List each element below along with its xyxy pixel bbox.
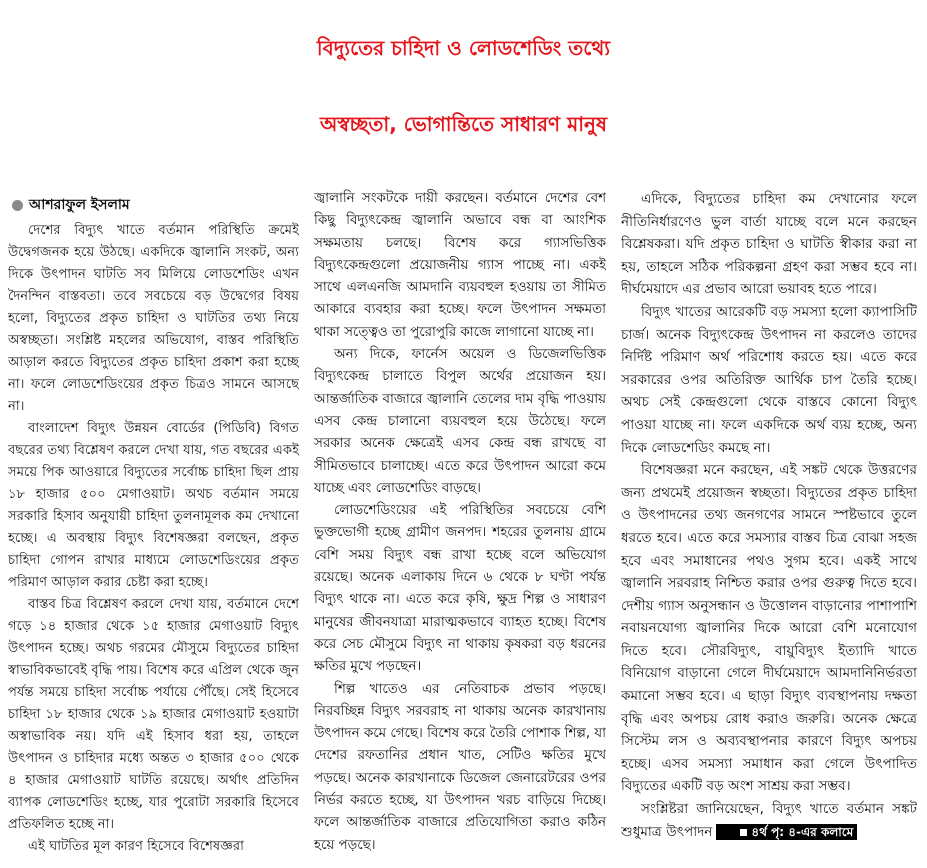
continuation-tag (716, 824, 857, 840)
headline-line-2: অস্বচ্ছতা, ভোগান্তিতে সাধারণ মানুষ (320, 112, 607, 136)
headline-line-1: বিদ্যুতের চাহিদা ও লোডশেডিং তথ্যে (316, 36, 611, 60)
paragraph: দেশের বিদ্যুৎ খাতে বর্তমান পরিস্থিতি ক্রমেই উদ্বেগজনক হয়ে উঠছে। একদিকে জ্বালানি সংকট, অন্য দিকে উৎপাদন ঘাটতি সব মিলিয়ে লোডশেডিং এখন দৈনন্দিন বাস্তবতা। তবে সবচেয়ে বড় উদ্বেগের বিষয় হলো, বিদ্যুতের প্রকৃত চাহিদা ও ঘাটতির তথ্য নিয়ে অস্বচ্ছতা। সংশ্লিষ্ট মহলের অভিযোগ, বাস্তব পরিস্থিতি আড়াল করতে বিদ্যুতের প্রকৃত চাহিদা প্রকাশ করা হচ্ছে না। ফলে লোডশেডিংয়ের প্রকৃত চিত্রও সামনে আসছে না। (8, 223, 299, 414)
paragraph: বাস্তব চিত্র বিশ্লেষণ করলে দেখা যায়, বর্তমানে দেশে গড়ে ১৪ হাজার থেকে ১৫ হাজার মেগাওয়াট বিদ্যুৎ উৎপাদন হচ্ছে। অথচ গরমের মৌসুমে বিদ্যুতের চাহিদা স্বাভাবিকভাবেই বৃদ্ধি পায়। বিশেষ করে এপ্রিল থেকে জুন পর্যন্ত সময়ে চাহিদা সর্বোচ্চ পর্যায়ে পৌঁছে। সেই হিসেবে চাহিদা ১৮ হাজার থেকে ১৯ হাজার মেগাওয়াট হওয়াটা অস্বাভাবিক নয়। যদি এই হিসাব ধরা হয়, তাহলে উৎপাদন ও চাহিদার মধ্যে অন্তত ৩ হাজার ৫০০ থেকে ৪ হাজার মেগাওয়াট ঘাটতি রয়েছে। অর্থাৎ প্রতিদিন ব্যাপক লোডশেডিং হচ্ছে, যার পুরোটা সরকারি হিসেবে প্রতিফলিত হচ্ছে না। (8, 597, 299, 832)
article-column-3 (621, 188, 917, 862)
paragraph-text: সংশ্লিষ্টরা জানিয়েছেন, বিদ্যুৎ খাতে বর্তমান সঙ্কট শুধুমাত্র উৎপাদন (621, 801, 917, 840)
continuation-text: ৪র্থ পৃ: ৪-এর কলামে (751, 824, 854, 839)
paragraph: বাংলাদেশ বিদ্যুৎ উন্নয়ন বোর্ডের (পিডিবি) বিগত বছরের তথ্য বিশ্লেষণ করলে দেখা যায়, গত বছরের একই সময়ে পিক আওয়ারে বিদ্যুতের সর্বোচ্চ চাহিদা ছিল প্রায় ১৮ হাজার ৫০০ মেগাওয়াট। অথচ বর্তমান সময়ে সরকারি হিসাব অনুযায়ী চাহিদা তুলনামূলক কম দেখানো হচ্ছে। এ অবস্থায় বিদ্যুৎ বিশেষজ্ঞরা বলছেন, প্রকৃত চাহিদা গোপন রাখার মাধ্যমে লোডশেডিংয়ের প্রকৃত পরিমাণ আড়াল করার চেষ্টা করা হচ্ছে। (8, 421, 299, 590)
paragraph: বিশেষজ্ঞরা মনে করছেন, এই সঙ্কট থেকে উত্তরণের জন্য প্রথমেই প্রয়োজন স্বচ্ছতা। বিদ্যুতের প্রকৃত চাহিদা ও উৎপাদনের তথ্য জনগণের সামনে স্পষ্টভাবে তুলে ধরতে হবে। এতে করে সমস্যার বাস্তব চিত্র বোঝা সহজ হবে এবং সমাধানের পথও সুগম হবে। একই সাথে জ্বালানি সরবরাহ নিশ্চিত করার ওপর গুরুত্ব দিতে হবে। দেশীয় গ্যাস অনুসন্ধান ও উত্তোলন বাড়ানোর পাশাপাশি নবায়নযোগ্য জ্বালানির দিকে আরো বেশি মনোযোগ দিতে হবে। সৌরবিদ্যুৎ, বায়ুবিদ্যুৎ ইত্যাদি খাতে বিনিয়োগ বাড়ানো গেলে দীর্ঘমেয়াদে আমদানিনির্ভরতা কমানো সম্ভব হবে। এ ছাড়া বিদ্যুৎ ব্যবস্থাপনায় দক্ষতা বৃদ্ধি এবং অপচয় রোধ করাও জরুরি। অনেক ক্ষেত্রে সিস্টেম লস ও অব্যবস্থাপনার কারণে বিদ্যুৎ অপচয় হচ্ছে। এসব সমস্যা সমাধান করা গেলে উৎপাদিত বিদ্যুতের একটি বড় অংশ সাশ্রয় করা সম্ভব। (621, 462, 917, 795)
bullet-dot-icon (12, 200, 23, 211)
paragraph: অন্য দিকে, ফার্নেস অয়েল ও ডিজেলভিত্তিক বিদ্যুৎকেন্দ্র চালাতে বিপুল অর্থের প্রয়োজন হয়। আন্তর্জাতিক বাজারে জ্বালানি তেলের দাম বৃদ্ধি পাওয়ায় এসব কেন্দ্র চালানো ব্যয়বহুল হয়ে উঠেছে। ফলে সরকার অনেক ক্ষেত্রেই এসব কেন্দ্র বন্ধ রাখছে বা সীমিতভাবে চালাচ্ছে। এতে করে উৎপাদন আরো কমে যাচ্ছে এবং লোডশেডিং বাড়ছে। (314, 347, 606, 496)
paragraph: জ্বালানি সংকটকে দায়ী করছেন। বর্তমানে দেশের বেশ কিছু বিদ্যুৎকেন্দ্র জ্বালানি অভাবে বন্ধ বা আংশিক সক্ষমতায় চলছে। বিশেষ করে গ্যাসভিত্তিক বিদ্যুৎকেন্দ্রগুলো প্রয়োজনীয় গ্যাস পাচ্ছে না। একই সাথে এলএনজি আমদানি ব্যয়বহুল হওয়ায় তা সীমিত আকারে ব্যবহার করা হচ্ছে। ফলে উৎপাদন সক্ষমতা থাকা সত্ত্বেও তা পুরোপুরি কাজে লাগানো যাচ্ছে না। (314, 191, 606, 340)
paragraph (621, 798, 917, 843)
paragraph: লোডশেডিংয়ের এই পরিস্থিতির সবচেয়ে বেশি ভুক্তভোগী হচ্ছে গ্রামীণ জনপদ। শহরের তুলনায় গ্রামে বেশি সময় বিদ্যুৎ বন্ধ রাখা হচ্ছে বলে অভিযোগ রয়েছে। অনেক এলাকায় দিনে ৬ থেকে ৮ ঘণ্টা পর্যন্ত বিদ্যুৎ থাকে না। এতে করে কৃষি, ক্ষুদ্র শিল্প ও সাধারণ মানুষের জীবনযাত্রা মারাত্মকভাবে ব্যাহত হচ্ছে। বিশেষ করে সেচ মৌসুমে বিদ্যুৎ না থাকায় কৃষকরা বড় ধরনের ক্ষতির মুখে পড়ছেন। (314, 503, 606, 675)
author-name: আশরাফুল ইসলাম (29, 197, 130, 213)
paragraph: বিদ্যুৎ খাতের আরেকটি বড় সমস্যা হলো ক্যাপাসিটি চার্জ। অনেক বিদ্যুৎকেন্দ্র উৎপাদন না করলেও তাদের নির্দিষ্ট পরিমাণ অর্থ পরিশোধ করতে হয়। এতে করে সরকারের ওপর অতিরিক্ত আর্থিক চাপ তৈরি হচ্ছে। অথচ সেই কেন্দ্রগুলো থেকে বাস্তবে কোনো বিদ্যুৎ পাওয়া যাচ্ছে না। ফলে একদিকে অর্থ ব্যয় হচ্ছে, অন্য দিকে লোডশেডিং কমছে না। (621, 303, 917, 456)
paragraph: এদিকে, বিদ্যুতের চাহিদা কম দেখানোর ফলে নীতিনির্ধারণেও ভুল বার্তা যাচ্ছে বলে মনে করছেন বিশ্লেষকরা। যদি প্রকৃত চাহিদা ও ঘাটতি স্বীকার করা না হয়, তাহলে সঠিক পরিকল্পনা গ্রহণ করা সম্ভব হবে না। দীর্ঘমেয়াদে এর প্রভাব আরো ভয়াবহ হতে পারে। (621, 191, 917, 298)
paragraph: এই ঘাটতির মূল কারণ হিসেবে বিশেষজ্ঞরা (28, 839, 244, 854)
article-column-2 (314, 188, 606, 862)
paragraph: শিল্প খাতেও এর নেতিবাচক প্রভাব পড়ছে। নিরবচ্ছিন্ন বিদ্যুৎ সরবরাহ না থাকায় অনেক কারখানায় উৎপাদন কমে গেছে। বিশেষ করে তৈরি পোশাক শিল্প, যা দেশের রফতানির প্রধান খাত, সেটিও ক্ষতির মুখে পড়ছে। অনেক কারখানাকে ডিজেল জেনারেটরের ওপর নির্ভর করতে হচ্ছে, যা উৎপাদন খরচ বাড়িয়ে দিচ্ছে। ফলে আন্তর্জাতিক বাজারে প্রতিযোগিতা করাও কঠিন হয়ে পড়ছে। (314, 681, 606, 853)
article-column-1 (8, 188, 299, 862)
byline (8, 194, 299, 216)
square-icon (740, 829, 747, 836)
